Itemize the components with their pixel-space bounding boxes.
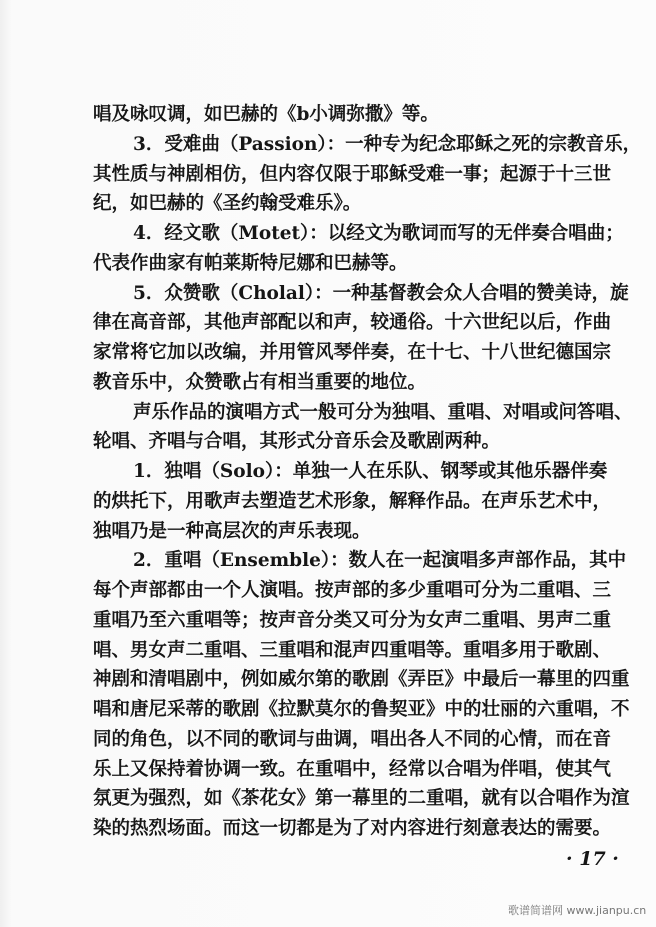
text-line: 4．经文歌（Motet）：以经文为歌词而写的无伴奏合唱曲； [133, 223, 624, 244]
body-text [93, 100, 642, 844]
text-line: 乐上又保持着协调一致。在重唱中，经常以合唱为伴唱，使其气 [93, 758, 612, 780]
text-line: 染的热烈场面。而这一切都是为了对内容进行刻意表达的需要。 [93, 818, 612, 839]
watermark: 歌谱简谱网 www.jianpu.cn [508, 904, 647, 917]
text-line: 氛更为强烈，如《茶花女》第一幕里的二重唱，就有以合唱作为渲 [93, 788, 630, 810]
text-line: 独唱乃是一种高层次的声乐表现。 [93, 520, 371, 542]
text-line: 的烘托下，用歌声去塑造艺术形象，解释作品。在声乐艺术中， [93, 490, 612, 512]
text-line: 每个声部都由一个人演唱。按声部的多少重唱可分为二重唱、三 [93, 580, 612, 601]
text-line: 唱和唐尼采蒂的歌剧《拉默莫尔的鲁契亚》中的壮丽的六重唱，不 [93, 699, 630, 720]
text-line: 3．受难曲（Passion）：一种专为纪念耶稣之死的宗教音乐， [133, 133, 642, 155]
text-line: 代表作曲家有帕莱斯特尼娜和巴赫等。 [93, 252, 408, 274]
text-line: 家常将它加以改编，并用管风琴伴奏，在十七、十八世纪德国宗 [93, 342, 612, 363]
text-line: 同的角色，以不同的歌词与曲调，唱出各人不同的心情，而在音 [93, 728, 612, 750]
text-line: 神剧和清唱剧中，例如威尔第的歌剧《弄臣》中最后一幕里的四重 [93, 669, 630, 691]
text-line: 唱及咏叹调，如巴赫的《b小调弥撒》等。 [93, 104, 439, 125]
text-line: 教音乐中，众赞歌占有相当重要的地位。 [93, 371, 427, 393]
text-line: 唱、男女声二重唱、三重唱和混声四重唱等。重唱多用于歌剧、 [93, 639, 612, 661]
text-line: 律在高音部，其他声部配以和声，较通俗。十六世纪以后，作曲 [93, 312, 612, 334]
text-line: 2．重唱（Ensemble）：数人在一起演唱多声部作品，其中 [133, 550, 627, 572]
page-number: · 17 · [566, 848, 619, 870]
text-line: 其性质与神剧相仿，但内容仅限于耶稣受难一事；起源于十三世 [93, 163, 612, 185]
text-line: 5．众赞歌（Cholal）：一种基督教会众人合唱的赞美诗，旋 [133, 282, 629, 304]
text-line: 纪，如巴赫的《圣约翰受难乐》。 [93, 193, 362, 215]
text-line: 轮唱、齐唱与合唱，其形式分音乐会及歌剧两种。 [93, 431, 501, 453]
text-line: 声乐作品的演唱方式一般可分为独唱、重唱、对唱或问答唱、 [133, 401, 633, 423]
text-line: 重唱乃至六重唱等；按声音分类又可分为女声二重唱、男声二重 [93, 609, 612, 631]
text-line: 1．独唱（Solo）：单独一人在乐队、钢琴或其他乐器伴奏 [133, 461, 608, 482]
